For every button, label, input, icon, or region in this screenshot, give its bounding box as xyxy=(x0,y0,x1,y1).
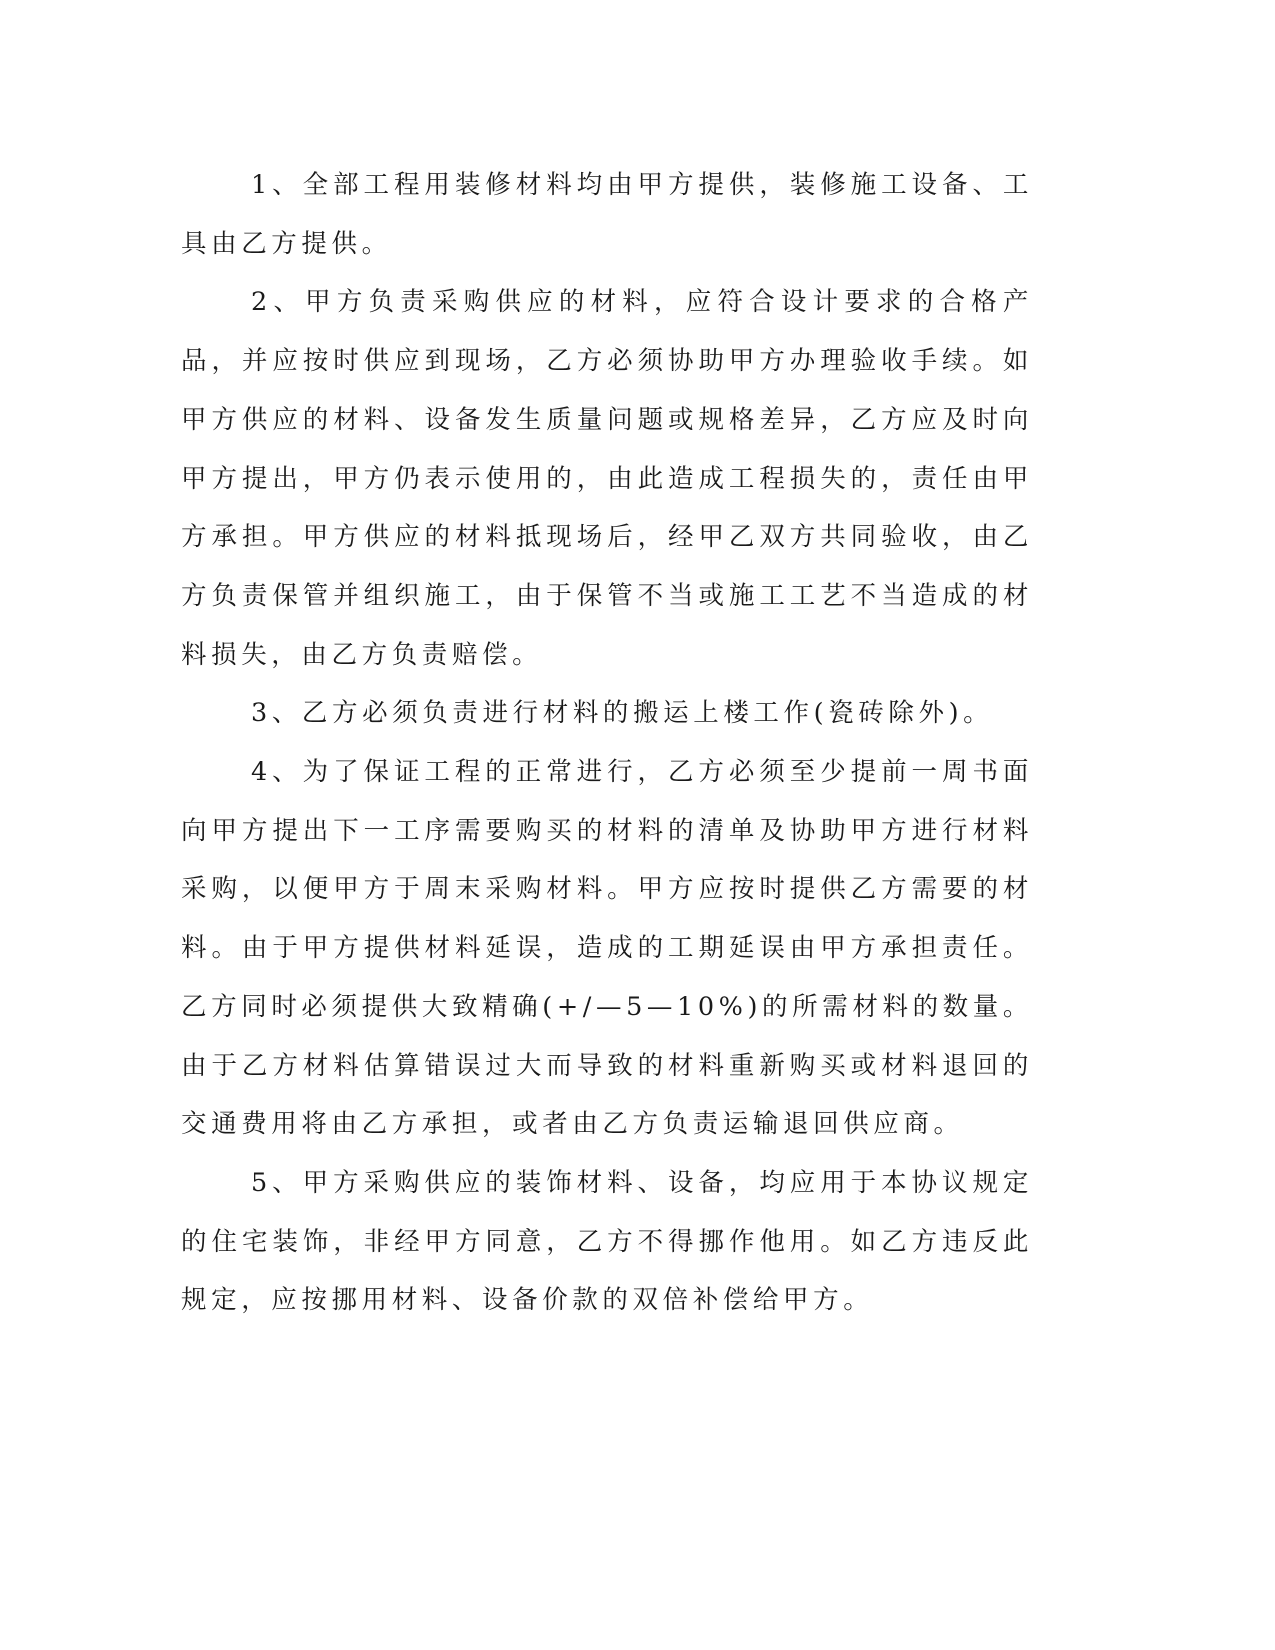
clause-2-paragraph: 2、甲方负责采购供应的材料，应符合设计要求的合格产品，并应按时供应到现场，乙方必须协助甲方办理验收手续。如甲方供应的材料、设备发生质量问题或规格差异，乙方应及时向甲方提出，甲方仍表示使用的，由此造成工程损失的，责任由甲方承担。甲方供应的材料抵现场后，经甲乙双方共同验收，由乙方负责保管并组织施工，由于保管不当或施工工艺不当造成的材料损失，由乙方负责赔偿。 xyxy=(181,287,1033,670)
clause-4-paragraph: 4、为了保证工程的正常进行，乙方必须至少提前一周书面向甲方提出下一工序需要购买的材料的清单及协助甲方进行材料采购，以便甲方于周末采购材料。甲方应按时提供乙方需要的材料。由于甲方提供材料延误，造成的工期延误由甲方承担责任。乙方同时必须提供大致精确(+/—5—10%)的所需材料的数量。由于乙方材料估算错误过大而导致的材料重新购买或材料退回的交通费用将由乙方承担，或者由乙方负责运输退回供应商。 xyxy=(181,757,1033,1140)
clause-1-paragraph: 1、全部工程用装修材料均由甲方提供，装修施工设备、工具由乙方提供。 xyxy=(181,170,1033,259)
document-body xyxy=(181,156,1033,1330)
clause-5-paragraph: 5、甲方采购供应的装饰材料、设备，均应用于本协议规定的住宅装饰，非经甲方同意，乙方不得挪作他用。如乙方违反此规定，应按挪用材料、设备价款的双倍补偿给甲方。 xyxy=(181,1167,1033,1316)
clause-3-paragraph: 3、乙方必须负责进行材料的搬运上楼工作(瓷砖除外)。 xyxy=(251,698,994,729)
